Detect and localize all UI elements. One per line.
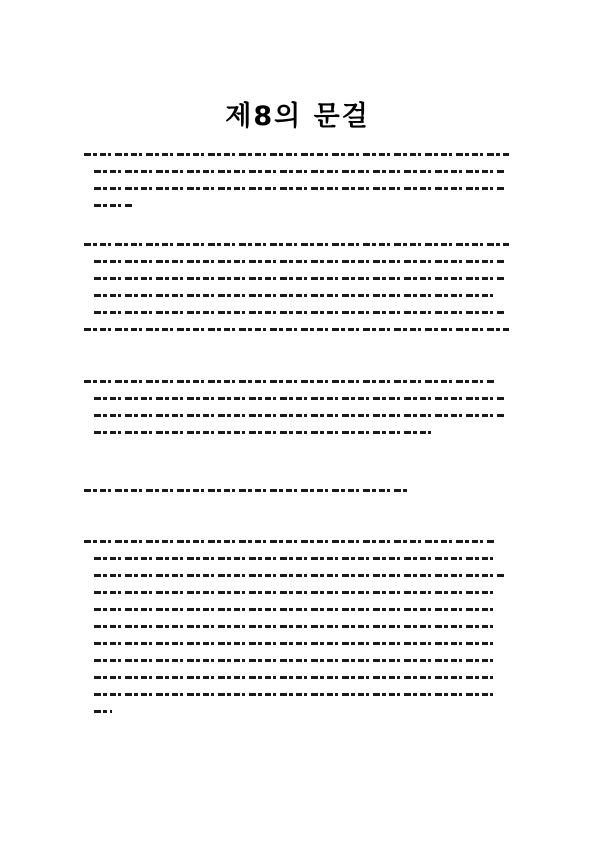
text-line <box>94 277 504 280</box>
text-line <box>84 243 509 246</box>
text-line <box>94 574 504 577</box>
text-line <box>94 397 504 400</box>
page-title: 제8의 문걸 <box>225 101 370 132</box>
text-line <box>94 625 494 628</box>
text-line <box>94 187 504 190</box>
text-line <box>94 659 494 662</box>
paragraph-3 <box>84 380 509 448</box>
text-line <box>94 170 504 173</box>
paragraph-1 <box>84 153 509 221</box>
text-line <box>94 204 134 207</box>
paragraph-4 <box>84 489 509 506</box>
text-line <box>94 693 494 696</box>
text-line <box>84 153 509 156</box>
text-line <box>94 591 494 594</box>
text-line <box>94 676 494 679</box>
text-line <box>84 540 494 543</box>
text-line <box>94 294 494 297</box>
text-line <box>94 557 494 560</box>
text-line <box>94 431 434 434</box>
text-line <box>94 642 494 645</box>
text-line <box>94 311 504 314</box>
text-line <box>84 380 494 383</box>
text-line <box>84 328 509 331</box>
text-line <box>94 260 504 263</box>
text-line <box>94 608 494 611</box>
text-line <box>94 710 112 713</box>
paragraph-5 <box>84 540 509 727</box>
text-line <box>94 414 504 417</box>
text-line <box>84 489 409 492</box>
paragraph-2 <box>84 243 509 345</box>
